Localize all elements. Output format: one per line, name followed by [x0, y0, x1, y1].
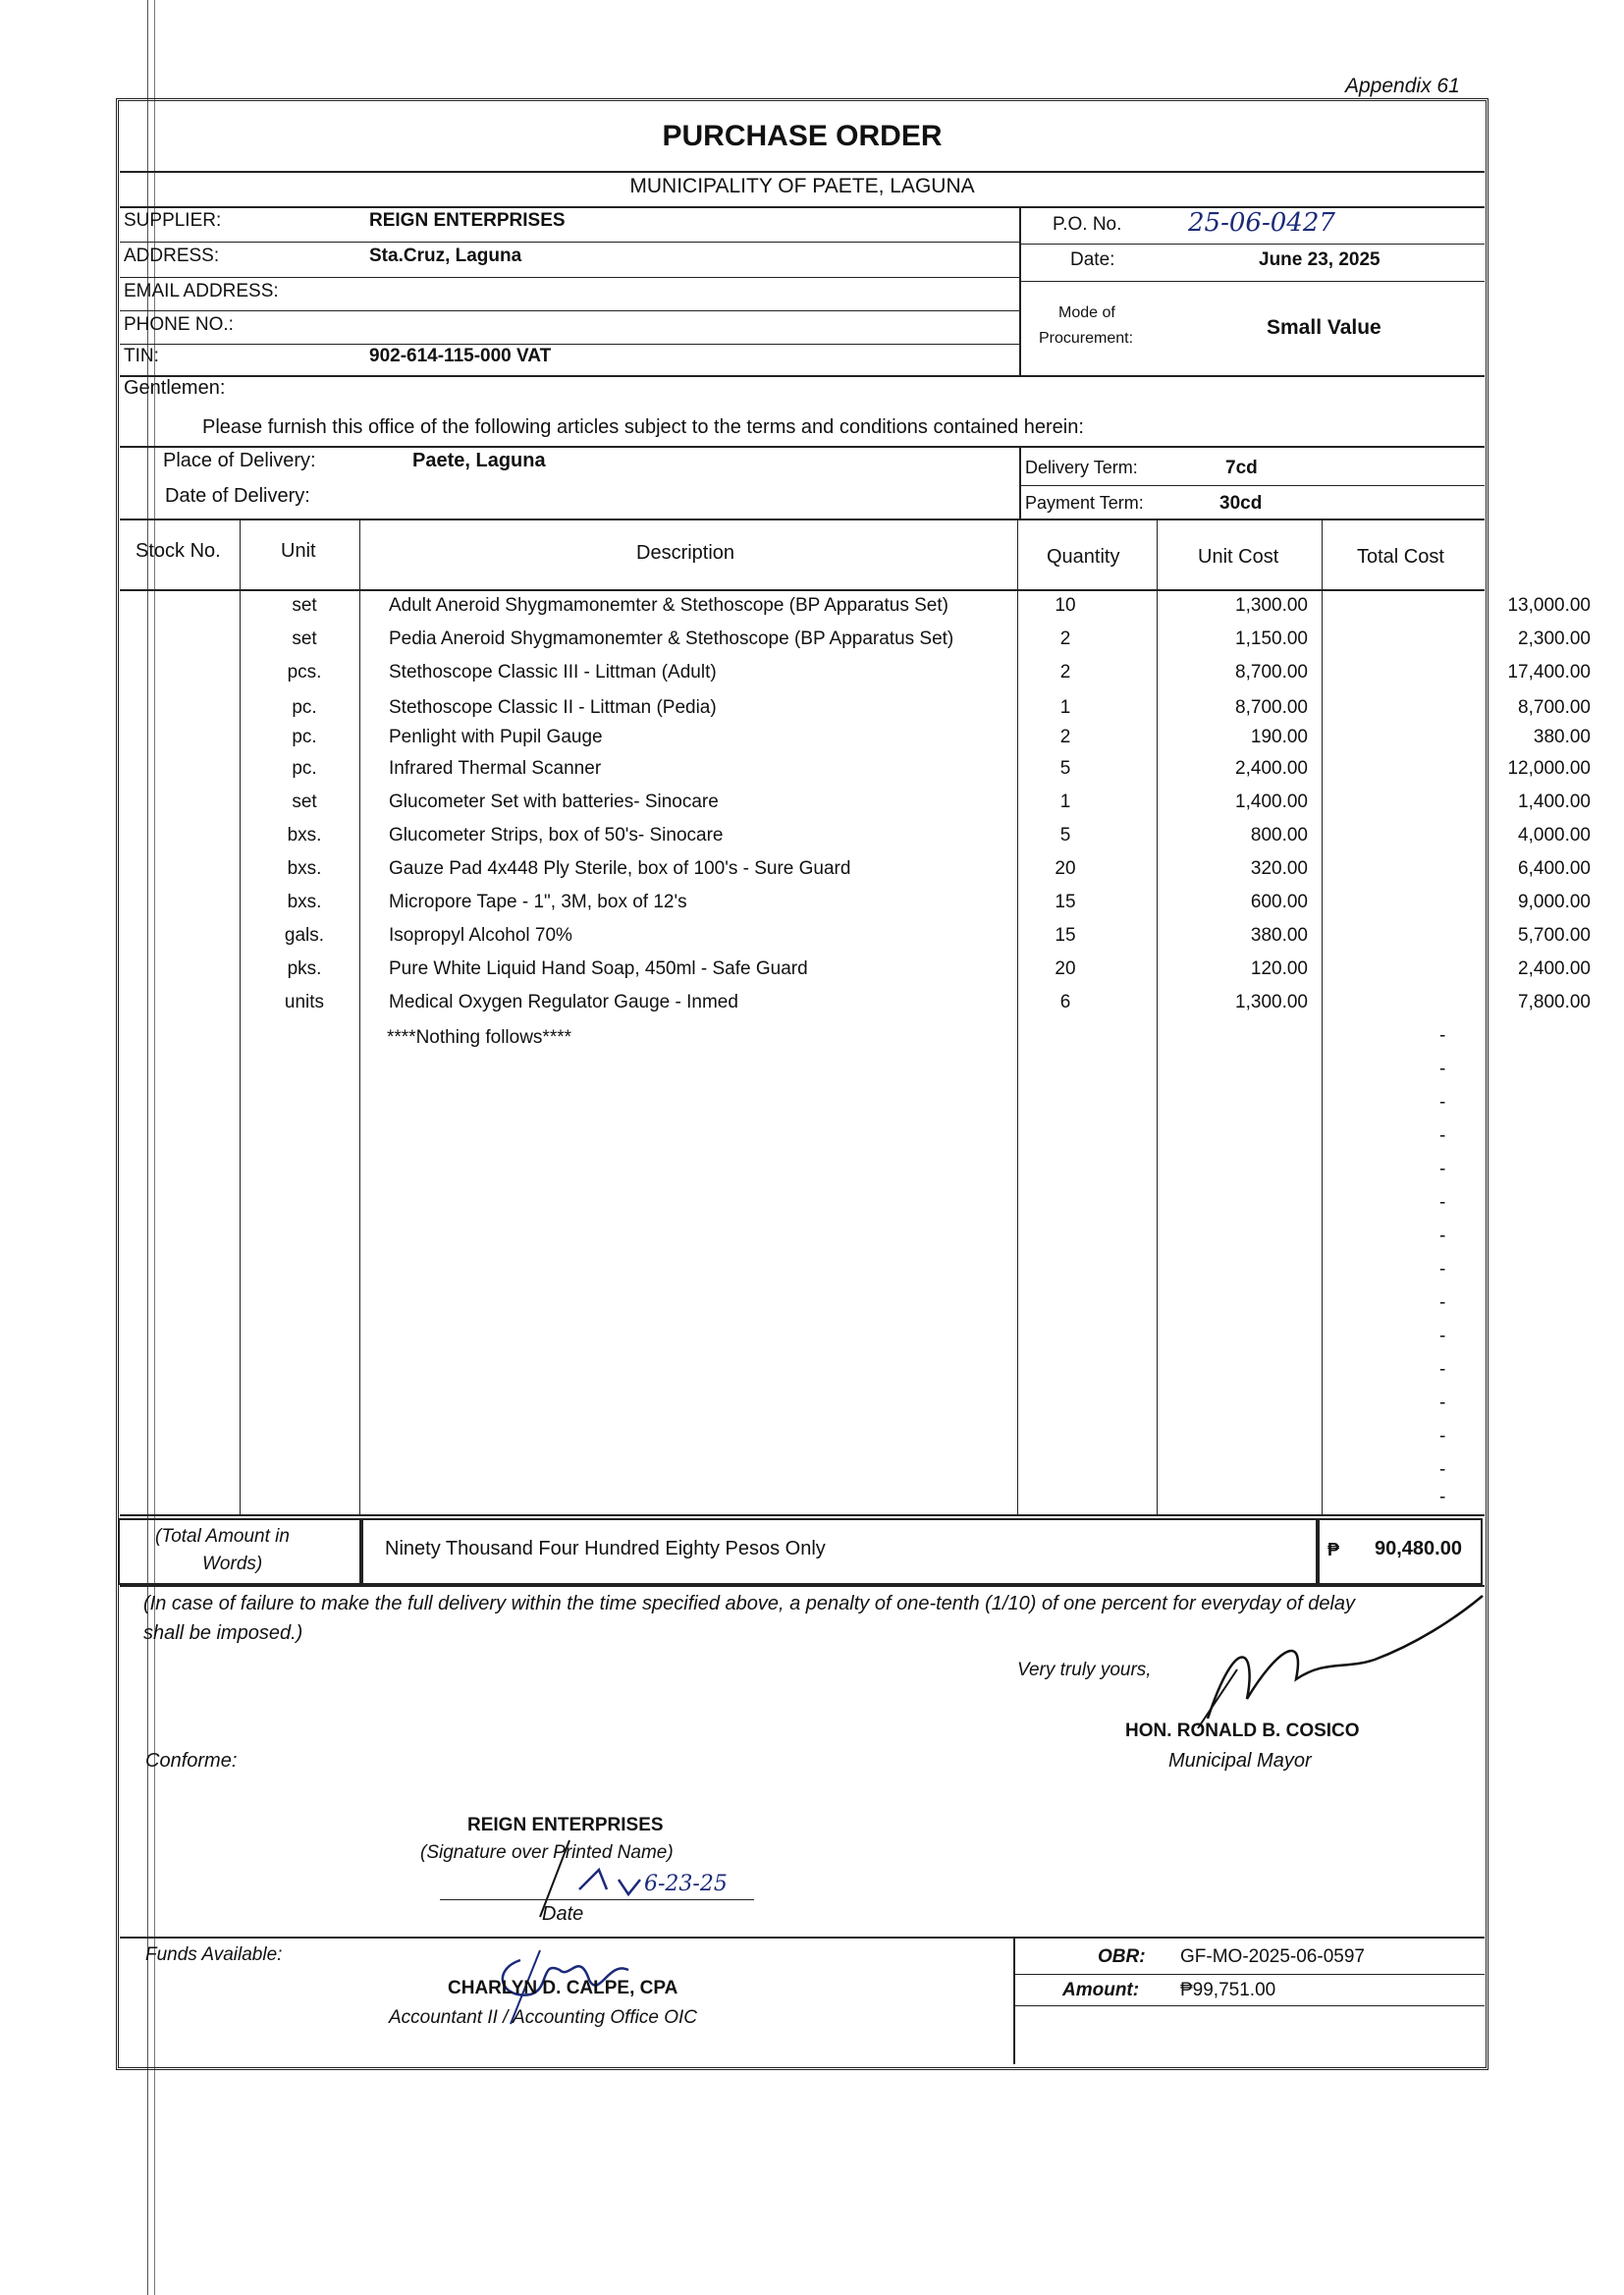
place-label: Place of Delivery:: [163, 450, 316, 471]
cell-unit: units: [284, 992, 325, 1012]
dash: -: [1439, 1487, 1446, 1507]
cell-total-cost: 380.00: [1533, 727, 1591, 747]
obr-value: GF-MO-2025-06-0597: [1180, 1946, 1365, 1967]
payment-term-label: Payment Term:: [1025, 493, 1144, 513]
dash: -: [1439, 1192, 1446, 1213]
phone-label: PHONE NO.:: [124, 314, 234, 335]
amount-value: ₱99,751.00: [1180, 1980, 1276, 2000]
cell-unit-cost: 190.00: [1250, 727, 1308, 747]
penalty-clause-2: shall be imposed.): [143, 1622, 303, 1644]
cell-total-cost: 2,300.00: [1518, 628, 1591, 649]
cell-total-cost: 17,400.00: [1507, 662, 1591, 683]
total-label-1: (Total Amount in: [155, 1526, 290, 1547]
cell-unit: gals.: [284, 925, 325, 946]
cell-description: Glucometer Strips, box of 50's- Sinocare: [389, 825, 724, 846]
cell-total-cost: 9,000.00: [1518, 892, 1591, 912]
cell-unit-cost: 800.00: [1250, 825, 1308, 846]
conforme-date-handwritten: 6-23-25: [644, 1872, 728, 1896]
table-row: [118, 858, 1591, 892]
cell-quantity: 6: [1059, 992, 1071, 1012]
cell-quantity: 2: [1059, 628, 1071, 649]
dash: -: [1439, 1259, 1446, 1280]
cell-unit-cost: 1,400.00: [1235, 792, 1308, 812]
cell-unit: pks.: [287, 958, 322, 979]
cell-description: Infrared Thermal Scanner: [389, 758, 602, 779]
dash: -: [1439, 1326, 1446, 1346]
delivery-term-value: 7cd: [1225, 458, 1258, 478]
cell-quantity: 10: [1055, 595, 1076, 616]
cell-description: Adult Aneroid Shygmamonemter & Stethoscope (BP Apparatus Set): [389, 595, 948, 616]
conforme-label: Conforme:: [145, 1750, 238, 1772]
cell-unit-cost: 600.00: [1250, 892, 1308, 912]
appendix-label: Appendix 61: [1345, 75, 1460, 97]
cell-unit-cost: 120.00: [1250, 958, 1308, 979]
cell-description: Glucometer Set with batteries- Sinocare: [389, 792, 719, 812]
accountant-name: CHARLYN D. CALPE, CPA: [448, 1978, 678, 1998]
date-label: Date:: [1070, 249, 1115, 270]
form-frame: [116, 98, 1489, 2070]
supplier-label: SUPPLIER:: [124, 210, 222, 231]
cell-unit: pc.: [292, 697, 317, 718]
cell-unit-cost: 1,300.00: [1235, 595, 1308, 616]
conforme-name: REIGN ENTERPRISES: [467, 1815, 664, 1835]
municipality: MUNICIPALITY OF PAETE, LAGUNA: [629, 175, 975, 197]
cell-unit: pcs.: [287, 662, 322, 683]
cell-description: Stethoscope Classic III - Littman (Adult): [389, 662, 717, 683]
col-stock: Stock No.: [135, 540, 221, 562]
cell-unit: pc.: [292, 758, 317, 779]
cell-unit-cost: 1,150.00: [1235, 628, 1308, 649]
table-row: [118, 892, 1591, 925]
cell-total-cost: 13,000.00: [1507, 595, 1591, 616]
page-title: PURCHASE ORDER: [662, 120, 943, 152]
address-value: Sta.Cruz, Laguna: [369, 246, 522, 266]
cell-quantity: 1: [1059, 697, 1071, 718]
cell-quantity: 5: [1059, 825, 1071, 846]
table-row: [118, 595, 1591, 628]
col-unit-cost: Unit Cost: [1198, 546, 1279, 568]
nothing-follows: ****Nothing follows****: [387, 1027, 571, 1048]
cell-description: Isopropyl Alcohol 70%: [389, 925, 572, 946]
cell-total-cost: 4,000.00: [1518, 825, 1591, 846]
amount-label: Amount:: [1062, 1980, 1140, 2000]
cell-description: Penlight with Pupil Gauge: [389, 727, 603, 747]
cell-description: Pedia Aneroid Shygmamonemter & Stethoscope (BP Apparatus Set): [389, 628, 954, 649]
currency-symbol: ₱: [1327, 1540, 1340, 1559]
cell-unit-cost: 2,400.00: [1235, 758, 1308, 779]
place-value: Paete, Laguna: [412, 450, 546, 471]
cell-unit: set: [292, 792, 317, 812]
gentlemen: Gentlemen:: [124, 377, 226, 399]
cell-total-cost: 1,400.00: [1518, 792, 1591, 812]
mayor-title: Municipal Mayor: [1168, 1750, 1312, 1772]
cell-unit-cost: 1,300.00: [1235, 992, 1308, 1012]
table-row: [118, 792, 1591, 825]
tin-label: TIN:: [124, 346, 159, 366]
table-row: [118, 758, 1591, 792]
cell-unit: set: [292, 628, 317, 649]
cell-quantity: 2: [1059, 727, 1071, 747]
cell-quantity: 15: [1055, 925, 1076, 946]
cell-quantity: 20: [1055, 858, 1076, 879]
mayor-signature: [1178, 1591, 1492, 1738]
total-amount: 90,480.00: [1375, 1538, 1462, 1559]
cell-total-cost: 2,400.00: [1518, 958, 1591, 979]
cell-unit-cost: 320.00: [1250, 858, 1308, 879]
tin-value: 902-614-115-000 VAT: [369, 346, 552, 366]
table-row: [118, 727, 1591, 760]
very-truly-yours: Very truly yours,: [1017, 1660, 1152, 1680]
cell-total-cost: 12,000.00: [1507, 758, 1591, 779]
date-of-delivery-label: Date of Delivery:: [165, 485, 310, 507]
payment-term-value: 30cd: [1219, 493, 1263, 514]
dash: -: [1439, 1359, 1446, 1380]
cell-total-cost: 8,700.00: [1518, 697, 1591, 718]
date-value: June 23, 2025: [1259, 249, 1380, 270]
col-unit: Unit: [281, 540, 316, 562]
dash: -: [1439, 1025, 1446, 1046]
dash: -: [1439, 1092, 1446, 1113]
date-label: Date: [542, 1903, 584, 1925]
cell-quantity: 15: [1055, 892, 1076, 912]
cell-unit: bxs.: [287, 892, 322, 912]
supplier-value: REIGN ENTERPRISES: [369, 210, 566, 231]
cell-description: Micropore Tape - 1", 3M, box of 12's: [389, 892, 687, 912]
conforme-signature-label: (Signature over Printed Name): [420, 1842, 674, 1863]
delivery-term-label: Delivery Term:: [1025, 458, 1138, 477]
dash: -: [1439, 1226, 1446, 1246]
dash: -: [1439, 1393, 1446, 1413]
cell-description: Stethoscope Classic II - Littman (Pedia): [389, 697, 717, 718]
dash: -: [1439, 1426, 1446, 1447]
table-row: [118, 697, 1591, 731]
total-in-words: Ninety Thousand Four Hundred Eighty Pesos Only: [385, 1538, 826, 1559]
dash: -: [1439, 1059, 1446, 1079]
mode-label-2: Procurement:: [1039, 330, 1134, 347]
cell-unit-cost: 380.00: [1250, 925, 1308, 946]
dash: -: [1439, 1125, 1446, 1146]
email-label: EMAIL ADDRESS:: [124, 281, 279, 301]
cell-unit: pc.: [292, 727, 317, 747]
cell-total-cost: 6,400.00: [1518, 858, 1591, 879]
cell-quantity: 20: [1055, 958, 1076, 979]
accountant-title: Accountant II / Accounting Office OIC: [389, 2007, 698, 2028]
col-description: Description: [636, 542, 735, 564]
cell-unit: set: [292, 595, 317, 616]
cell-description: Pure White Liquid Hand Soap, 450ml - Safe Guard: [389, 958, 808, 979]
table-row: [118, 925, 1591, 958]
supplier-signature: [491, 1801, 707, 1919]
total-label-2: Words): [202, 1554, 263, 1574]
table-row: [118, 958, 1591, 992]
mayor-name: HON. RONALD B. COSICO: [1125, 1721, 1360, 1741]
table-row: [118, 662, 1591, 695]
cell-description: Gauze Pad 4x448 Ply Sterile, box of 100's - Sure Guard: [389, 858, 851, 879]
cell-total-cost: 5,700.00: [1518, 925, 1591, 946]
address-label: ADDRESS:: [124, 246, 220, 266]
table-row: [118, 992, 1591, 1025]
cell-unit: bxs.: [287, 858, 322, 879]
dash: -: [1439, 1459, 1446, 1480]
instruction: Please furnish this office of the following articles subject to the terms and conditions contained herein:: [202, 416, 1084, 438]
cell-quantity: 1: [1059, 792, 1071, 812]
funds-available-label: Funds Available:: [145, 1944, 283, 1965]
dash: -: [1439, 1292, 1446, 1313]
cell-unit-cost: 8,700.00: [1235, 697, 1308, 718]
obr-label: OBR:: [1098, 1946, 1146, 1967]
mode-value: Small Value: [1267, 316, 1381, 339]
po-number: 25-06-0427: [1188, 208, 1335, 238]
cell-total-cost: 7,800.00: [1518, 992, 1591, 1012]
cell-unit-cost: 8,700.00: [1235, 662, 1308, 683]
cell-quantity: 2: [1059, 662, 1071, 683]
cell-description: Medical Oxygen Regulator Gauge - Inmed: [389, 992, 738, 1012]
col-total-cost: Total Cost: [1357, 546, 1444, 568]
mode-label-1: Mode of: [1058, 304, 1115, 321]
penalty-clause: (In case of failure to make the full delivery within the time specified above, a penalty of one-tenth (1/10) of one percent for everyday of delay: [143, 1593, 1356, 1614]
col-quantity: Quantity: [1047, 546, 1120, 568]
cell-quantity: 5: [1059, 758, 1071, 779]
table-row: [118, 825, 1591, 858]
po-label: P.O. No.: [1053, 214, 1122, 235]
cell-unit: bxs.: [287, 825, 322, 846]
dash: -: [1439, 1159, 1446, 1179]
table-row: [118, 628, 1591, 662]
